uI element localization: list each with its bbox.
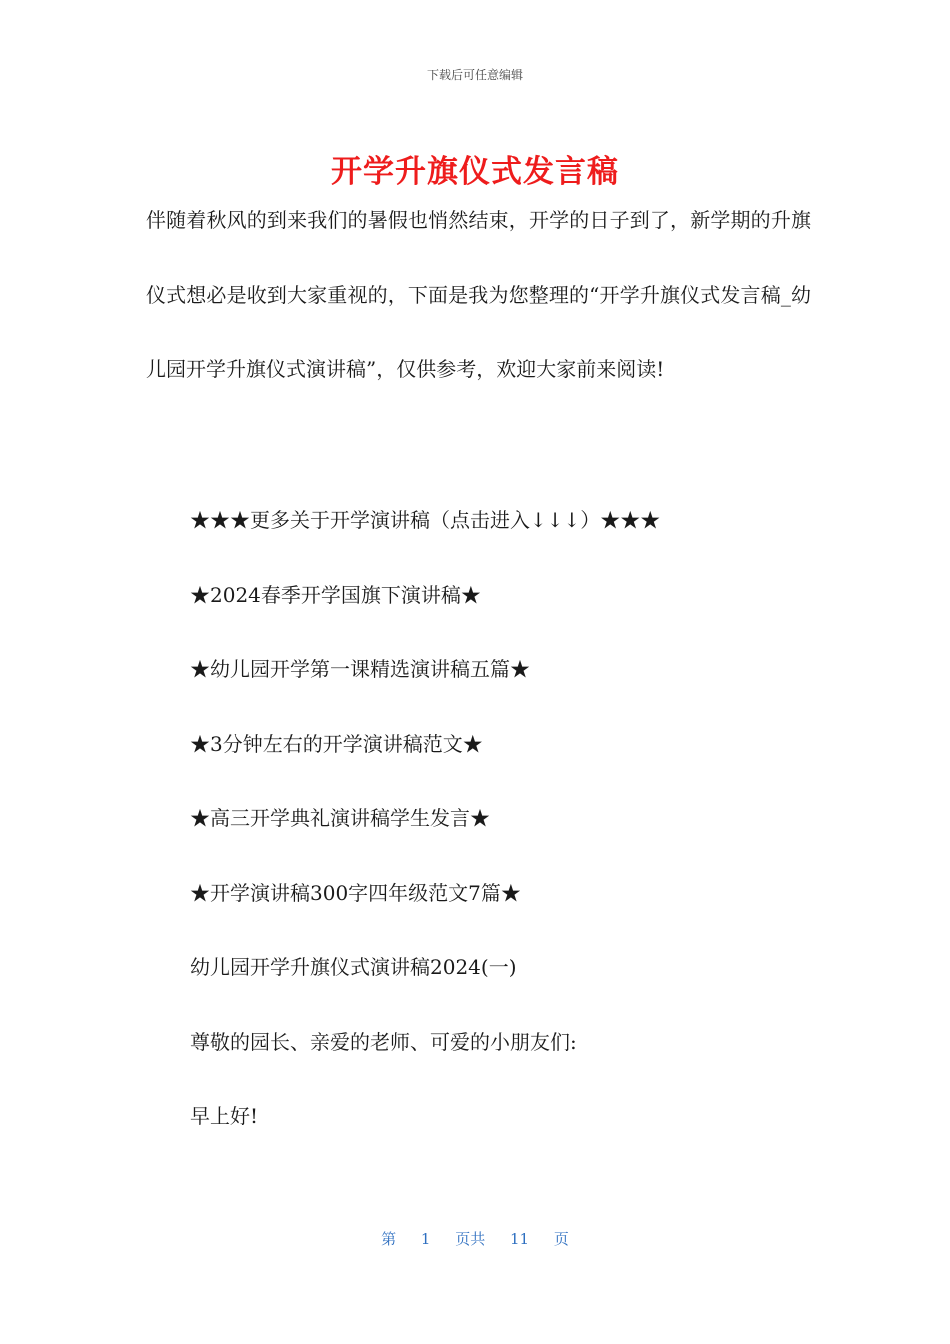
section-heading: 幼儿园开学升旗仪式演讲稿2024(一) bbox=[190, 955, 517, 979]
footer-page-label: 第 bbox=[381, 1230, 397, 1248]
header-note: 下载后可任意编辑 bbox=[426, 68, 523, 82]
link-item-spring-speech[interactable]: ★2024春季开学国旗下演讲稿★ bbox=[190, 583, 481, 607]
link-item-three-minute-speech[interactable]: ★3分钟左右的开学演讲稿范文★ bbox=[190, 732, 483, 756]
footer-page-number: 1 bbox=[420, 1230, 431, 1248]
link-item-fourth-grade[interactable]: ★开学演讲稿300字四年级范文7篇★ bbox=[190, 881, 521, 905]
link-item-kindergarten-first-lesson[interactable]: ★幼儿园开学第一课精选演讲稿五篇★ bbox=[190, 657, 530, 681]
intro-paragraph: 伴随着秋风的到来我们的暑假也悄然结束，开学的日子到了，新学期的升旗仪式想必是收到大家重视的，下面是我为您整理的“开学升旗仪式发言稿_幼儿园开学升旗仪式演讲稿”，仅供参考，欢迎大家前来阅读! bbox=[146, 208, 811, 381]
link-item-senior-ceremony[interactable]: ★高三开学典礼演讲稿学生发言★ bbox=[190, 806, 490, 830]
greeting: 早上好! bbox=[190, 1104, 259, 1128]
footer-page-end: 页 bbox=[553, 1230, 569, 1248]
document-title: 开学升旗仪式发言稿 bbox=[331, 154, 619, 190]
salutation: 尊敬的园长、亲爱的老师、可爱的小朋友们: bbox=[190, 1030, 577, 1054]
footer-page-mid: 页共 bbox=[455, 1230, 486, 1248]
footer-page-total: 11 bbox=[510, 1230, 530, 1248]
page-footer bbox=[0, 1228, 950, 1249]
more-links-heading: ★★★更多关于开学演讲稿（点击进入↓↓↓）★★★ bbox=[190, 508, 661, 532]
